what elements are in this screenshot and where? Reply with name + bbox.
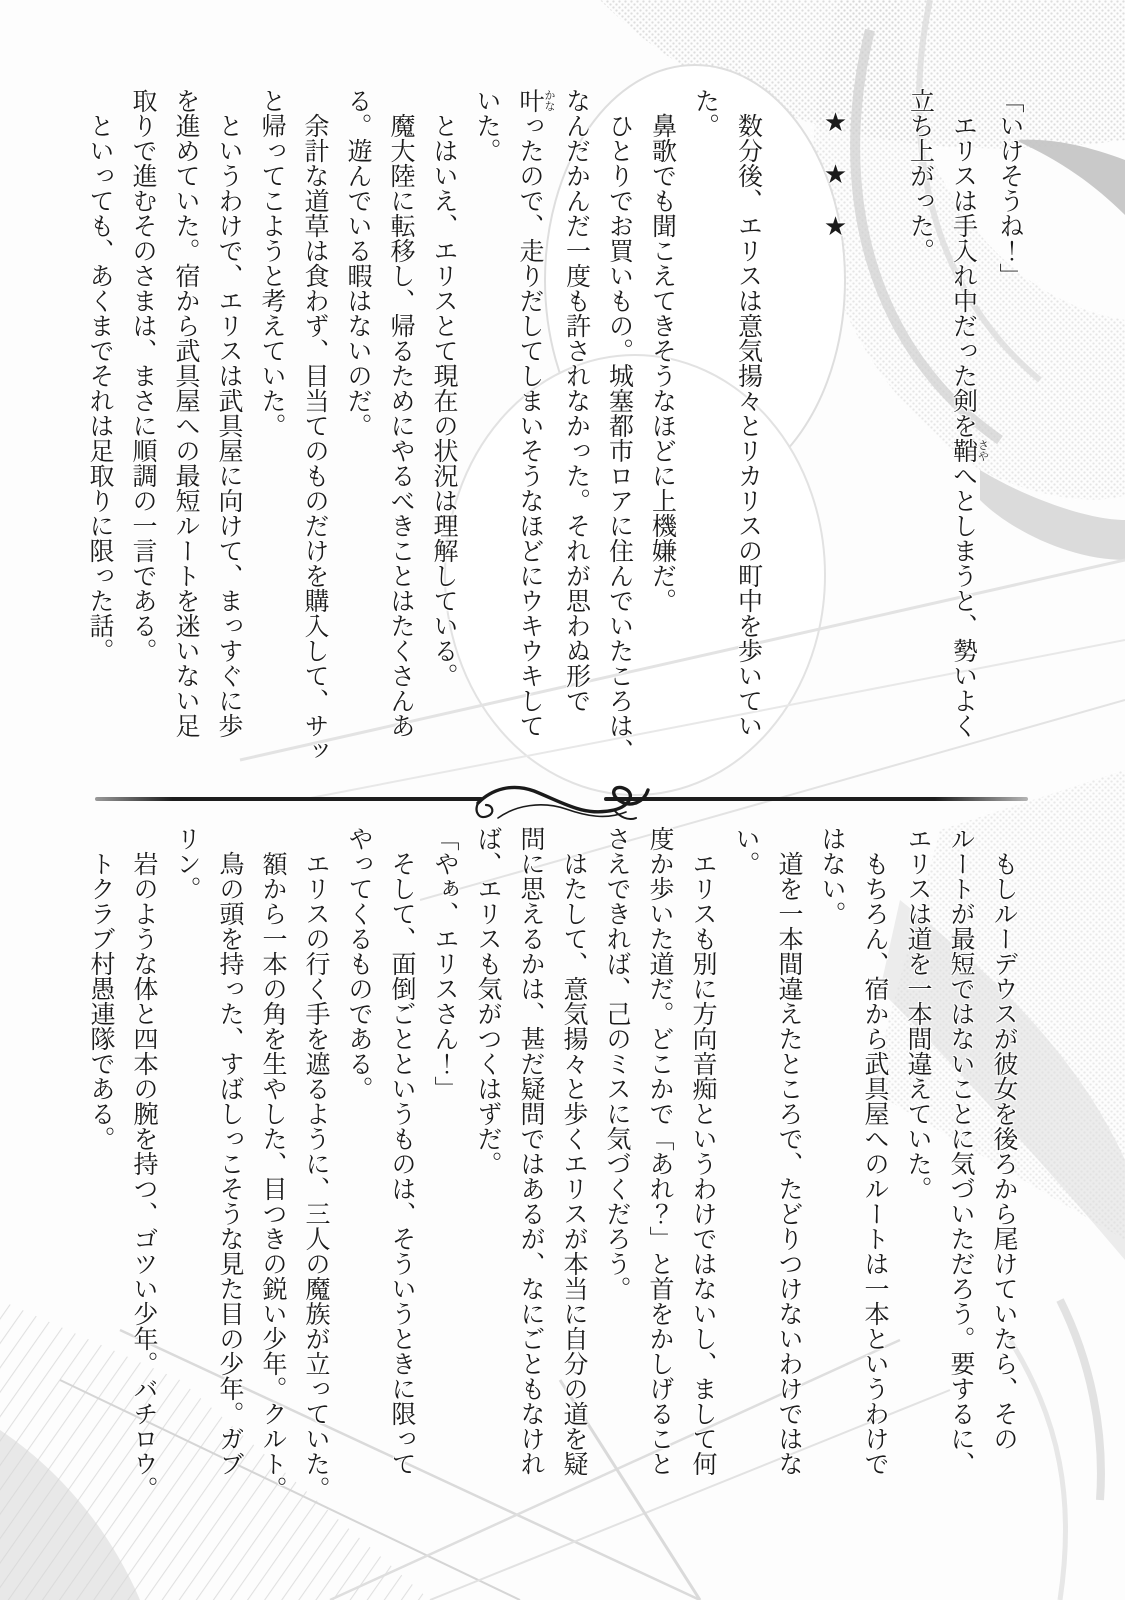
text-column: 道を一本間違えたところで、たどりつけないわけではな	[775, 851, 804, 1476]
text-column: いた。	[473, 88, 502, 163]
text-column: 額から一本の角を生やした、目つきの鋭い少年。クルト。	[259, 851, 288, 1501]
text-column: エリスの行く手を遮るように、三人の魔族が立っていた。	[302, 851, 331, 1501]
text-column: ひとりでお買いもの。城塞都市ロアに住んでいたころは、	[605, 113, 635, 763]
text-column: やってくるものである。	[345, 826, 374, 1101]
top-text-section	[79, 88, 1032, 763]
text-column: 数分後、エリスは意気揚々とリカリスの町中を歩いてい	[734, 113, 764, 738]
divider-flourish-icon	[468, 763, 652, 833]
text-column: と帰ってこようと考えていた。	[258, 88, 287, 438]
text-column: エリスは手入れ中だった剣を鞘さやへとしまうと、勢いよく	[949, 113, 990, 738]
text-column: はたして、意気揚々と歩くエリスが本当に自分の道を疑	[560, 851, 589, 1476]
text-column: 叶かなったので、走りだしてしまいそうなほどにウキウキして	[516, 88, 556, 738]
text-column: はない。	[818, 826, 847, 926]
text-column: 魔大陸に転移し、帰るためにやるべきことはたくさんあ	[387, 113, 416, 738]
text-column: ば、エリスも気がつくはずだ。	[474, 826, 503, 1176]
text-column: もしルーデウスが彼女を後ろから尾けていたら、その	[990, 851, 1019, 1451]
text-column: 鼻歌でも聞こえてきそうなほどに上機嫌だ。	[648, 113, 678, 613]
divider-line-right	[604, 797, 1028, 801]
text-column: 立ち上がった。	[906, 88, 936, 263]
scene-break-stars: ★★★	[820, 108, 851, 264]
text-column: さえできれば、己のミスに気づくだろう。	[603, 826, 632, 1301]
divider-line-left	[95, 797, 483, 801]
text-column: エリスも別に方向音痴というわけではないし、まして何	[689, 851, 718, 1476]
text-column: を進めていた。宿から武具屋への最短ルートを迷いない足	[172, 88, 201, 738]
text-column: ルートが最短ではないことに気づいただろう。要するに、	[947, 826, 976, 1476]
text-column: 鳥の頭を持った、すばしっこそうな見た目の少年。ガブ	[216, 851, 245, 1476]
text-column: エリスは道を一本間違えていた。	[904, 826, 933, 1201]
text-column: る。遊んでいる暇はないのだ。	[344, 88, 373, 438]
text-column: とはいえ、エリスとて現在の状況は理解している。	[430, 113, 459, 688]
text-column: もちろん、宿から武具屋へのルートは一本というわけで	[861, 851, 890, 1476]
text-column: 取りで進むそのさまは、まさに順調の一言である。	[129, 88, 158, 663]
text-column: リン。	[173, 826, 202, 901]
text-column: なんだかんだ一度も許されなかった。それが思わぬ形で	[562, 88, 592, 713]
text-column: トクラブ村愚連隊である。	[87, 851, 116, 1151]
text-column: 「いけそうね！」	[996, 88, 1025, 288]
text-column: 岩のような体と四本の腕を持つ、ゴツい少年。バチロウ。	[130, 851, 159, 1501]
text-column: 問に思えるかは、甚だ疑問ではあるが、なにごともなけれ	[517, 826, 546, 1476]
furigana: 鞘さや	[949, 438, 990, 463]
text-column: 「やぁ、エリスさん！」	[431, 826, 460, 1101]
text-column: い。	[732, 826, 761, 876]
bottom-text-section	[80, 826, 1026, 1501]
text-column: そして、面倒ごとというものは、そういうときに限って	[388, 851, 417, 1476]
furigana: 叶かな	[516, 88, 556, 113]
text-column: 余計な道草は食わず、目当てのものだけを購入して、サッ	[301, 113, 330, 763]
text-column: た。	[691, 88, 721, 138]
text-column: といっても、あくまでそれは足取りに限った話。	[86, 113, 115, 663]
text-column: 度か歩いた道だ。どこかで「あれ？」と首をかしげること	[646, 826, 675, 1476]
text-column: というわけで、エリスは武具屋に向けて、まっすぐに歩	[215, 113, 244, 738]
